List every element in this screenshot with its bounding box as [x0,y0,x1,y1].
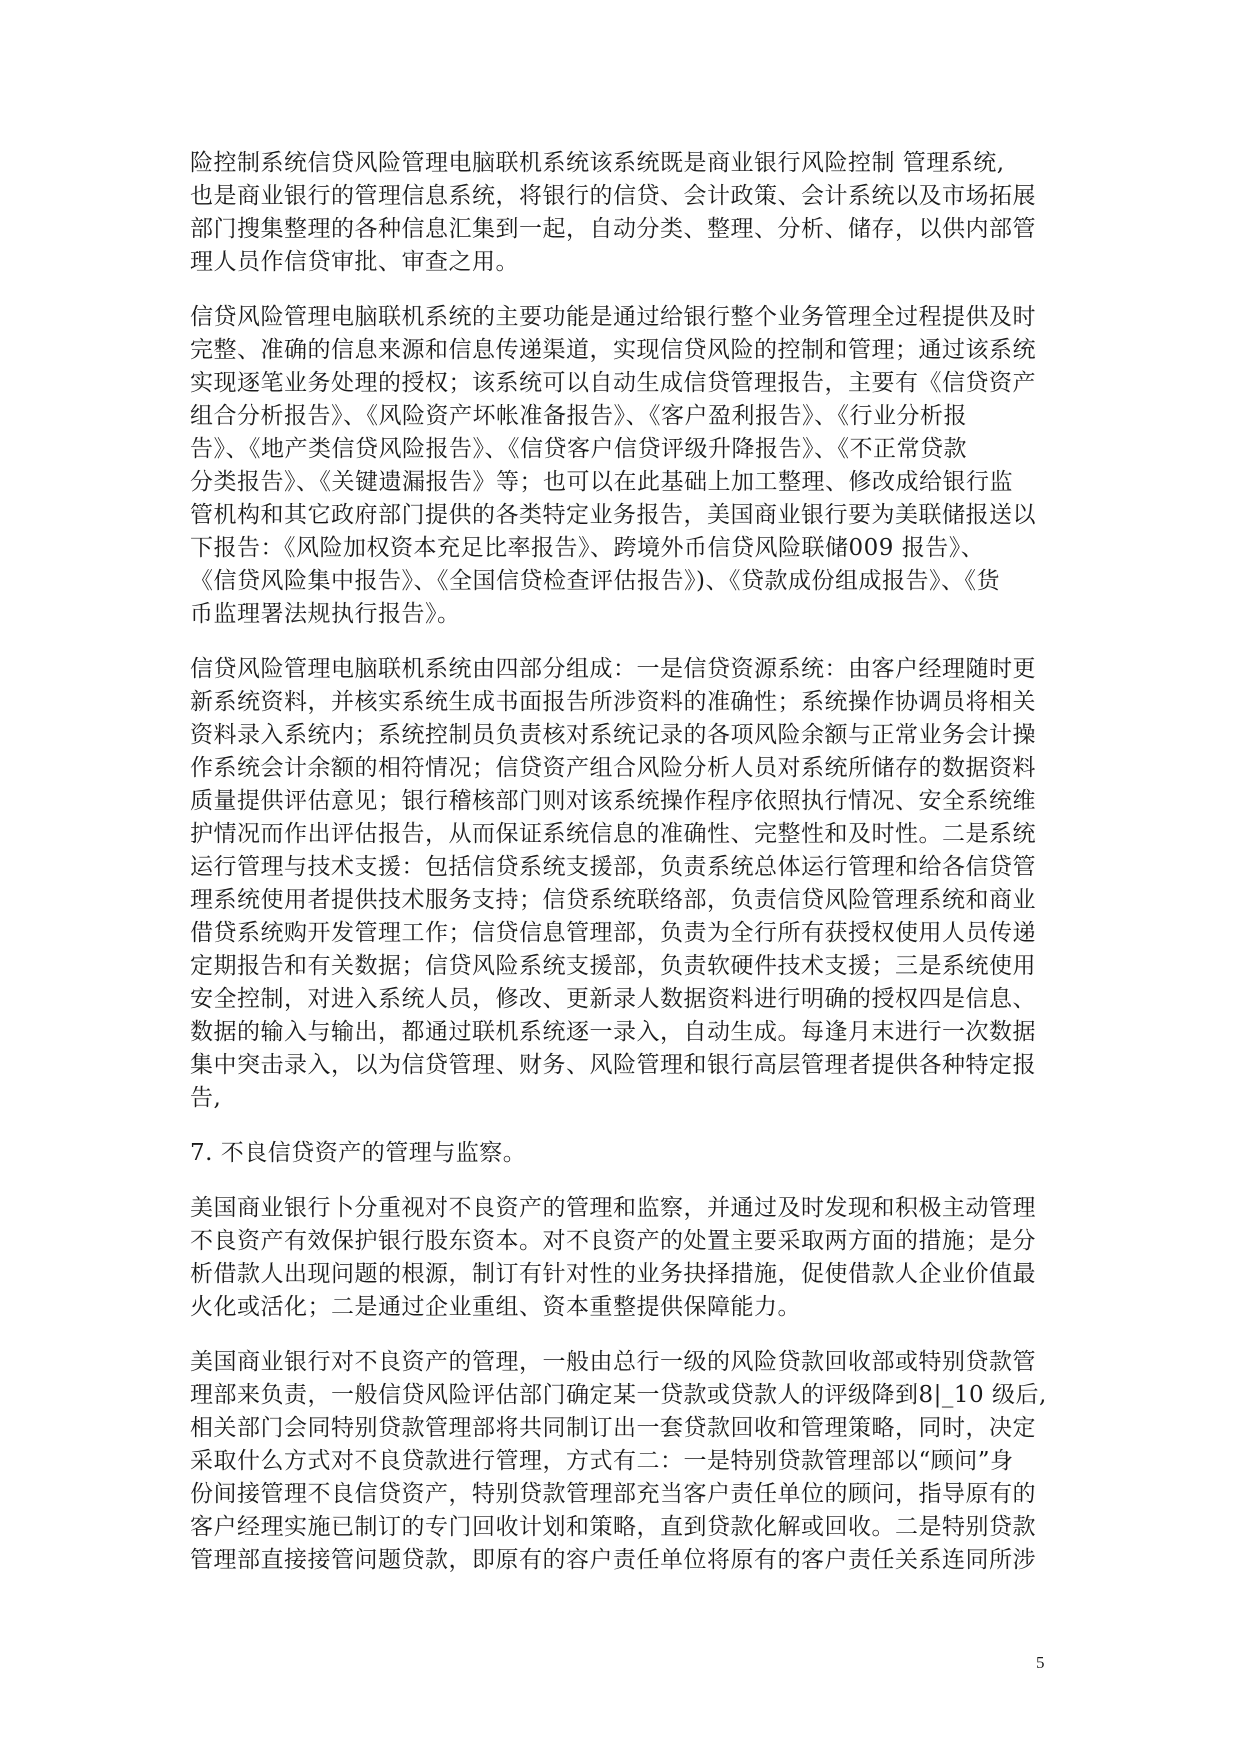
document-body [190,147,1085,1599]
text-line: 管理部直接接管问题贷款，即原有的容户责任单位将原有的客户责任关系连同所涉 [190,1547,1036,1573]
text-line: 完整、准确的信息来源和信息传递渠道，实现信贷风险的控制和管理；通过该系统 [190,337,1036,363]
text-line: 相关部门会同特别贷款管理部将共同制订出一套贷款回收和管理策略，同时，决定 [190,1415,1036,1441]
text-line: 理人员作信贷审批、审查之用。 [190,249,519,275]
text-line: 理系统使用者提供技术服务支持；信贷系统联络部，负责信贷风险管理系统和商业 [190,887,1036,913]
text-line: 护情况而作出评估报告，从而保证系统信息的准确性、完整性和及时性。二是系统 [190,821,1036,847]
text-line: 美国商业银行卜分重视对不良资产的管理和监察，并通过及时发现和积极主动管理 [190,1195,1036,1221]
text-line: 析借款人出现问题的根源，制订有针对性的业务抉择措施，促使借款人企业价值最 [190,1261,1036,1287]
text-line: 管机构和其它政府部门提供的各类特定业务报告，美国商业银行要为美联储报送以 [190,502,1036,528]
page-number: 5 [1036,1653,1045,1672]
text-line: 部门搜集整理的各种信息汇集到一起，自动分类、整理、分析、储存，以供内部管 [190,216,1036,242]
text-line: 《信贷风险集中报告》、《全国信贷检查评估报告》)、《贷款成份组成报告》、《货 [190,568,1000,594]
text-line: 组合分析报告》、《风险资产坏帐准备报告》、《客户盈利报告》、《行业分析报 [190,403,967,429]
text-line: 也是商业银行的管理信息系统，将银行的信贷、会计政策、会计系统以及市场拓展 [190,183,1036,209]
text-line: 运行管理与技术支援：包括信贷系统支援部，负责系统总体运行管理和给各信贷管 [190,854,1036,880]
text-line: 险控制系统信贷风险管理电脑联机系统该系统既是商业银行风险控制 管理系统, [190,150,1005,176]
paragraph [190,1192,1085,1324]
text-line: 安全控制，对进入系统人员，修改、更新录人数据资料进行明确的授权四是信息、 [190,986,1036,1012]
text-line: 信贷风险管理电脑联机系统由四部分组成：一是信贷资源系统：由客户经理随时更 [190,656,1036,682]
text-line: 定期报告和有关数据；信贷风险系统支援部，负责软硬件技术支援；三是系统使用 [190,953,1036,979]
text-line: 借贷系统购开发管理工作；信贷信息管理部，负责为全行所有获授权使用人员传递 [190,920,1036,946]
text-line: 质量提供评估意见；银行稽核部门则对该系统操作程序依照执行情况、安全系统维 [190,788,1036,814]
text-line: 份间接管理不良信贷资产，特别贷款管理部充当客户责任单位的顾问，指导原有的 [190,1481,1036,1507]
text-line: 美国商业银行对不良资产的管理，一般由总行一级的风险贷款回收部或特别贷款管 [190,1349,1036,1375]
text-line: 作系统会计余额的相符情况；信贷资产组合风险分析人员对系统所储存的数据资料 [190,755,1036,781]
text-line: 新系统资料，并核实系统生成书面报告所涉资料的准确性；系统操作协调员将相关 [190,689,1036,715]
text-line: 资料录入系统内；系统控制员负责核对系统记录的各项风险余额与正常业务会计操 [190,722,1036,748]
text-line: 信贷风险管理电脑联机系统的主要功能是通过给银行整个业务管理全过程提供及时 [190,304,1036,330]
text-line: 客户经理实施已制订的专门回收计划和策略，直到贷款化解或回收。二是特别贷款 [190,1514,1036,1540]
paragraph [190,301,1085,631]
text-line: 采取什么方式对不良贷款进行管理，方式有二：一是特别贷款管理部以“顾问”身 [190,1448,1014,1474]
text-line: 火化或活化；二是通过企业重组、资本重整提供保障能力。 [190,1294,801,1320]
text-line: 理部来负责，一般信贷风险评估部门确定某一贷款或贷款人的评级降到8|_10 级后, [190,1382,1047,1408]
paragraph [190,653,1085,1115]
text-line: 不良资产有效保护银行股东资本。对不良资产的处置主要采取两方面的措施；是分 [190,1228,1036,1254]
text-line: 集中突击录入，以为信贷管理、财务、风险管理和银行高层管理者提供各种特定报 [190,1052,1036,1078]
text-line: 实现逐笔业务处理的授权；该系统可以自动生成信贷管理报告，主要有《信贷资产 [190,370,1036,396]
paragraph [190,1346,1085,1577]
text-line: 币监理署法规执行报告》。 [190,601,461,627]
text-line: 告, [190,1085,222,1111]
text-line: 下报告：《风险加权资本充足比率报告》、跨境外币信贷风险联储009 报告》、 [190,535,985,561]
text-line: 数据的输入与输出，都通过联机系统逐一录入，自动生成。每逢月末进行一次数据 [190,1019,1036,1045]
text-line: 分类报告》、《关键遗漏报告》等；也可以在此基础上加工整理、修改成给银行监 [190,469,1013,495]
paragraph [190,147,1085,279]
section-heading: 7. 不良信贷资产的管理与监察。 [190,1140,527,1166]
text-line: 告》、《地产类信贷风险报告》、《信贷客户信贷评级升降报告》、《不正常贷款 [190,436,967,462]
